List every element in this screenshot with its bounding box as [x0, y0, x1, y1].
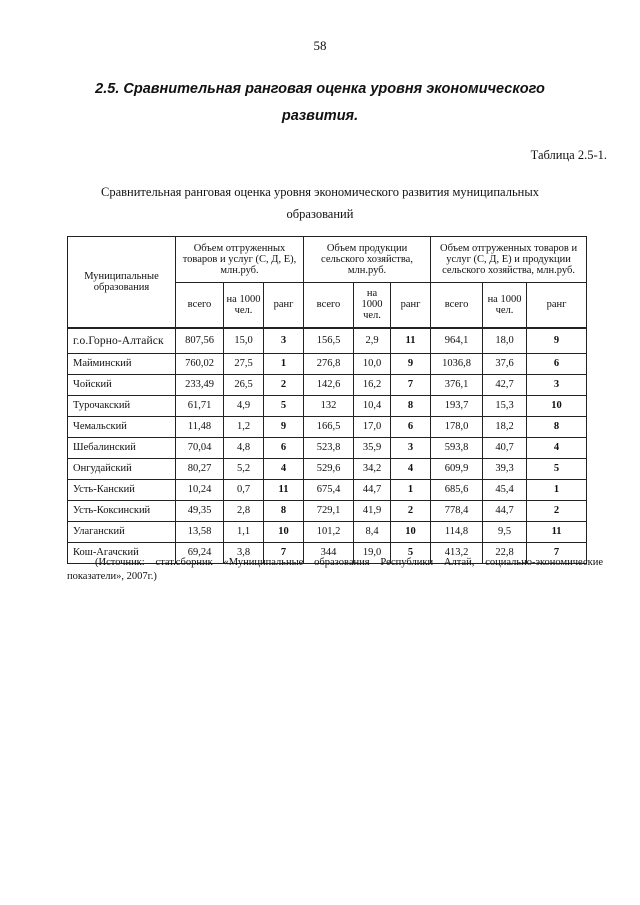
rank-cell: 8 — [527, 416, 587, 437]
municipality-name: г.о.Горно-Алтайск — [68, 328, 176, 354]
value-cell: 778,4 — [431, 500, 483, 521]
value-cell: 35,9 — [354, 437, 391, 458]
value-cell: 40,7 — [483, 437, 527, 458]
value-cell: 19,0 — [354, 542, 391, 563]
table-caption: Сравнительная ранговая оценка уровня экономического развития муниципальных образований — [101, 185, 539, 221]
value-cell: 376,1 — [431, 374, 483, 395]
value-cell: 22,8 — [483, 542, 527, 563]
rank-cell: 1 — [391, 479, 431, 500]
value-cell: 34,2 — [354, 458, 391, 479]
municipality-name: Онгудайский — [68, 458, 176, 479]
value-cell: 69,24 — [176, 542, 224, 563]
table-row — [68, 479, 587, 500]
rank-cell: 2 — [264, 374, 304, 395]
rank-cell: 6 — [264, 437, 304, 458]
rank-cell: 8 — [264, 500, 304, 521]
rank-cell: 4 — [264, 458, 304, 479]
value-cell: 166,5 — [304, 416, 354, 437]
value-cell: 4,8 — [224, 437, 264, 458]
municipality-name: Кош-Агачский — [68, 542, 176, 563]
value-cell: 13,58 — [176, 521, 224, 542]
rank-cell: 10 — [391, 521, 431, 542]
municipality-name: Усть-Канский — [68, 479, 176, 500]
value-cell: 42,7 — [483, 374, 527, 395]
rank-cell: 3 — [264, 328, 304, 354]
subheader-total: всего — [431, 283, 483, 328]
subheader-rank: ранг — [264, 283, 304, 328]
table-row — [68, 374, 587, 395]
rank-cell: 9 — [391, 353, 431, 374]
header-combined: Объем отгруженных товаров и услуг (С, Д, Е) и продукции сельского хозяйства, млн.руб. — [431, 237, 587, 283]
value-cell: 1036,8 — [431, 353, 483, 374]
rank-cell: 9 — [527, 328, 587, 354]
value-cell: 80,27 — [176, 458, 224, 479]
value-cell: 44,7 — [354, 479, 391, 500]
table-row — [68, 416, 587, 437]
value-cell: 729,1 — [304, 500, 354, 521]
value-cell: 1,2 — [224, 416, 264, 437]
rank-cell: 3 — [391, 437, 431, 458]
value-cell: 10,4 — [354, 395, 391, 416]
rank-cell: 8 — [391, 395, 431, 416]
value-cell: 593,8 — [431, 437, 483, 458]
value-cell: 964,1 — [431, 328, 483, 354]
municipality-name: Турочакский — [68, 395, 176, 416]
rank-cell: 11 — [527, 521, 587, 542]
value-cell: 0,7 — [224, 479, 264, 500]
header-municipality: Муниципальные образования — [68, 237, 176, 328]
value-cell: 233,49 — [176, 374, 224, 395]
value-cell: 18,0 — [483, 328, 527, 354]
source-note: (Источник: стат.сборник «Муниципальные образования Республики Алтай, социально-экономические показатели», 2007г.) — [67, 557, 603, 582]
value-cell: 523,8 — [304, 437, 354, 458]
value-cell: 8,4 — [354, 521, 391, 542]
rank-cell: 10 — [264, 521, 304, 542]
value-cell: 15,0 — [224, 328, 264, 354]
value-cell: 156,5 — [304, 328, 354, 354]
value-cell: 45,4 — [483, 479, 527, 500]
rank-cell: 11 — [391, 328, 431, 354]
rank-cell: 11 — [264, 479, 304, 500]
value-cell: 70,04 — [176, 437, 224, 458]
rank-cell: 2 — [391, 500, 431, 521]
table-body — [68, 328, 587, 564]
value-cell: 114,8 — [431, 521, 483, 542]
value-cell: 276,8 — [304, 353, 354, 374]
value-cell: 27,5 — [224, 353, 264, 374]
value-cell: 26,5 — [224, 374, 264, 395]
value-cell: 49,35 — [176, 500, 224, 521]
value-cell: 760,02 — [176, 353, 224, 374]
value-cell: 9,5 — [483, 521, 527, 542]
value-cell: 16,2 — [354, 374, 391, 395]
table-row — [68, 328, 587, 354]
value-cell: 101,2 — [304, 521, 354, 542]
subheader-total: всего — [176, 283, 224, 328]
rank-cell: 6 — [391, 416, 431, 437]
table-row — [68, 395, 587, 416]
municipality-name: Майминский — [68, 353, 176, 374]
municipality-name: Усть-Коксинский — [68, 500, 176, 521]
rank-cell: 5 — [264, 395, 304, 416]
value-cell: 807,56 — [176, 328, 224, 354]
value-cell: 5,2 — [224, 458, 264, 479]
rank-cell: 1 — [527, 479, 587, 500]
page-number: 58 — [313, 38, 327, 53]
value-cell: 17,0 — [354, 416, 391, 437]
value-cell: 15,3 — [483, 395, 527, 416]
value-cell: 37,6 — [483, 353, 527, 374]
municipality-name: Шебалинский — [68, 437, 176, 458]
rank-cell: 2 — [527, 500, 587, 521]
value-cell: 142,6 — [304, 374, 354, 395]
value-cell: 132 — [304, 395, 354, 416]
table-row — [68, 521, 587, 542]
header-shipped-goods: Объем отгруженных товаров и услуг (С, Д, Е), млн.руб. — [176, 237, 304, 283]
value-cell: 413,2 — [431, 542, 483, 563]
subheader-rank: ранг — [527, 283, 587, 328]
rank-cell: 4 — [391, 458, 431, 479]
section-title: 2.5. Сравнительная ранговая оценка уровня экономического развития. — [95, 81, 545, 124]
ranking-table — [67, 236, 587, 564]
rank-cell: 10 — [527, 395, 587, 416]
value-cell: 10,24 — [176, 479, 224, 500]
value-cell: 344 — [304, 542, 354, 563]
municipality-name: Улаганский — [68, 521, 176, 542]
value-cell: 61,71 — [176, 395, 224, 416]
table-row — [68, 500, 587, 521]
value-cell: 685,6 — [431, 479, 483, 500]
value-cell: 2,8 — [224, 500, 264, 521]
value-cell: 18,2 — [483, 416, 527, 437]
rank-cell: 1 — [264, 353, 304, 374]
subheader-rank: ранг — [391, 283, 431, 328]
value-cell: 193,7 — [431, 395, 483, 416]
value-cell: 41,9 — [354, 500, 391, 521]
subheader-per-1000: на 1000 чел. — [354, 283, 391, 328]
rank-cell: 3 — [527, 374, 587, 395]
rank-cell: 5 — [527, 458, 587, 479]
rank-cell: 5 — [391, 542, 431, 563]
value-cell: 675,4 — [304, 479, 354, 500]
value-cell: 529,6 — [304, 458, 354, 479]
rank-cell: 6 — [527, 353, 587, 374]
rank-cell: 7 — [391, 374, 431, 395]
value-cell: 4,9 — [224, 395, 264, 416]
rank-cell: 7 — [527, 542, 587, 563]
value-cell: 39,3 — [483, 458, 527, 479]
value-cell: 10,0 — [354, 353, 391, 374]
table-row — [68, 353, 587, 374]
subheader-per-1000: на 1000 чел. — [224, 283, 264, 328]
municipality-name: Чойский — [68, 374, 176, 395]
municipality-name: Чемальский — [68, 416, 176, 437]
value-cell: 2,9 — [354, 328, 391, 354]
value-cell: 1,1 — [224, 521, 264, 542]
subheader-total: всего — [304, 283, 354, 328]
value-cell: 178,0 — [431, 416, 483, 437]
table-row — [68, 437, 587, 458]
rank-cell: 9 — [264, 416, 304, 437]
header-agriculture: Объем продукции сельского хозяйства, млн.руб. — [304, 237, 431, 283]
value-cell: 609,9 — [431, 458, 483, 479]
table-label: Таблица 2.5-1. — [530, 148, 607, 162]
value-cell: 11,48 — [176, 416, 224, 437]
subheader-per-1000: на 1000 чел. — [483, 283, 527, 328]
rank-cell: 7 — [264, 542, 304, 563]
value-cell: 44,7 — [483, 500, 527, 521]
value-cell: 3,8 — [224, 542, 264, 563]
table-row — [68, 458, 587, 479]
rank-cell: 4 — [527, 437, 587, 458]
